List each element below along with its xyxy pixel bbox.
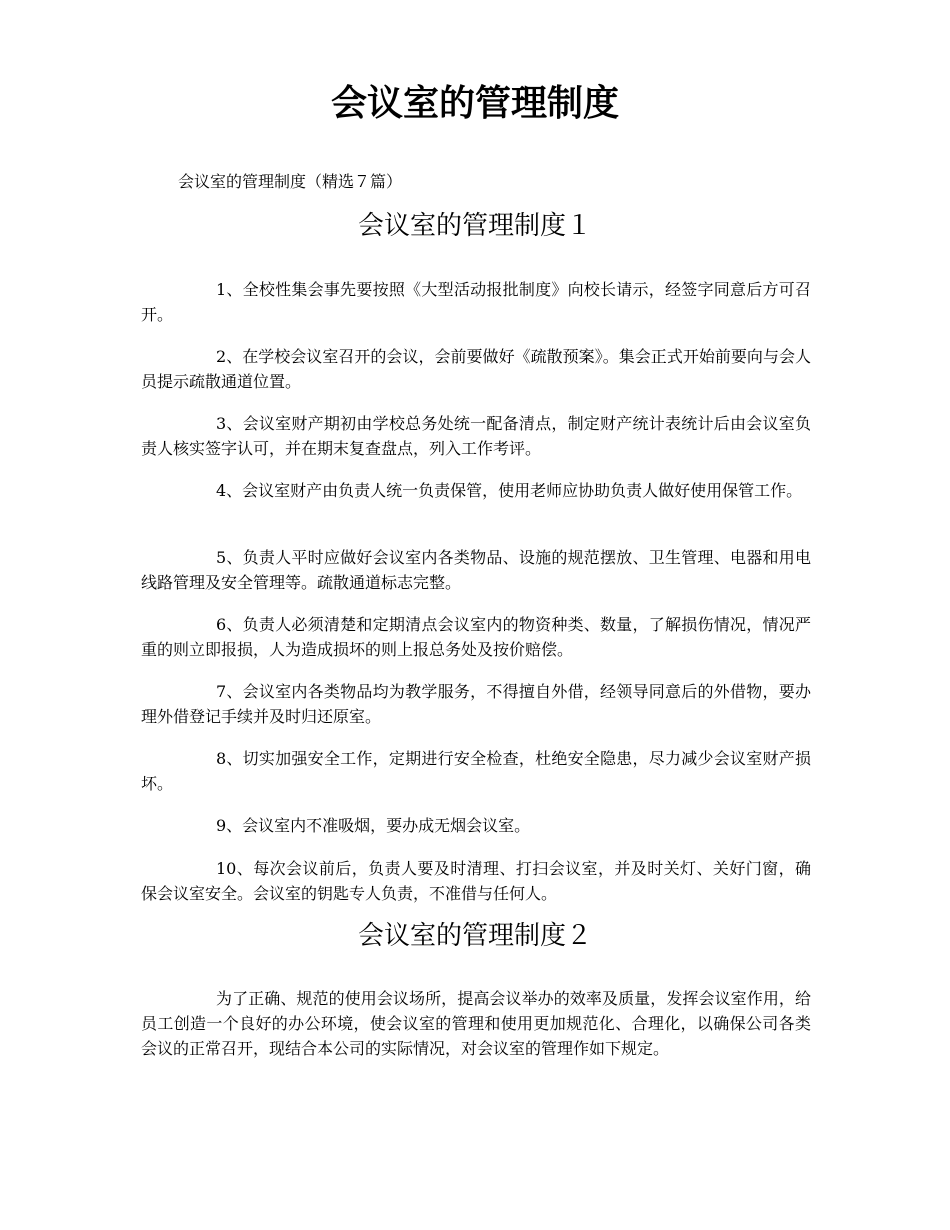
section-1-paragraph-1: 1、全校性集会事先要按照《大型活动报批制度》向校长请示，经签字同意后方可召开。 xyxy=(141,280,811,324)
section-1-paragraph-2: 2、在学校会议室召开的会议，会前要做好《疏散预案》。集会正式开始前要向与会人员提示疏散通道位置。 xyxy=(141,347,811,391)
section-1-paragraph-7: 7、会议室内各类物品均为教学服务，不得擅自外借，经领导同意后的外借物，要办理外借登记手续并及时归还原室。 xyxy=(141,682,811,726)
document-subtitle: 会议室的管理制度（精选７篇） xyxy=(178,172,403,191)
section-heading-1: 会议室的管理制度１ xyxy=(357,211,592,241)
section-2-paragraph-1: 为了正确、规范的使用会议场所，提高会议举办的效率及质量，发挥会议室作用，给员工创造一个良好的办公环境，使会议室的管理和使用更加规范化、合理化，以确保公司各类会议的正常召开，现结合本公司的实际情况，对会议室的管理作如下规定。 xyxy=(141,989,811,1058)
section-1-paragraph-9: 9、会议室内不准吸烟，要办成无烟会议室。 xyxy=(216,816,531,835)
document-title: 会议室的管理制度 xyxy=(330,83,619,124)
section-1-paragraph-8: 8、切实加强安全工作，定期进行安全检查，杜绝安全隐患，尽力减少会议室财产损坏。 xyxy=(141,749,811,793)
section-heading-2: 会议室的管理制度２ xyxy=(357,921,592,951)
section-1-paragraph-5: 5、负责人平时应做好会议室内各类物品、设施的规范摆放、卫生管理、电器和用电线路管理及安全管理等。疏散通道标志完整。 xyxy=(141,548,811,592)
section-1-paragraph-10: 10、每次会议前后，负责人要及时清理、打扫会议室，并及时关灯、关好门窗，确保会议室安全。会议室的钥匙专人负责，不准借与任何人。 xyxy=(141,859,811,903)
section-1-paragraph-6: 6、负责人必须清楚和定期清点会议室内的物资种类、数量，了解损伤情况，情况严重的则立即报损，人为造成损坏的则上报总务处及按价赔偿。 xyxy=(141,615,811,659)
section-1-paragraph-3: 3、会议室财产期初由学校总务处统一配备清点，制定财产统计表统计后由会议室负责人核实签字认可，并在期末复查盘点，列入工作考评。 xyxy=(141,414,811,458)
section-1-paragraph-4: 4、会议室财产由负责人统一负责保管，使用老师应协助负责人做好使用保管工作。 xyxy=(216,481,803,500)
